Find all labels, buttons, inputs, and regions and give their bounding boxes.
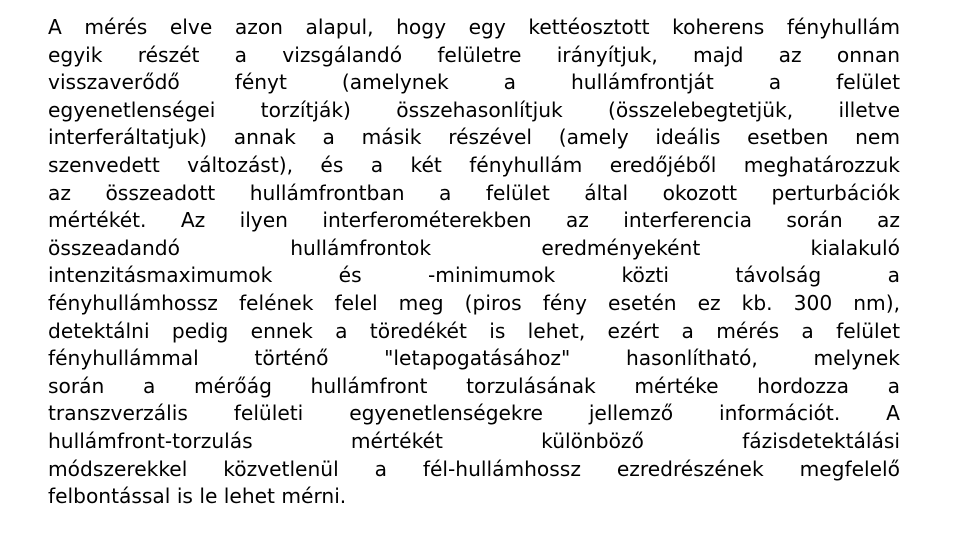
paragraph-line-10: intenzitásmaximumok és -minimumok közti távolság a: [48, 263, 900, 288]
body-paragraph: [48, 14, 900, 511]
paragraph-line-6: szenvedett változást), és a két fényhullám eredőjéből meghatározzuk: [48, 152, 900, 177]
paragraph-line-16: hullámfront-torzulás mértékét különböző fázisdetektálási: [48, 428, 900, 453]
paragraph-line-13: fényhullámmal történő "letapogatásához" hasonlítható, melynek: [48, 346, 900, 371]
paragraph-line-12: detektálni pedig ennek a töredékét is lehet, ezért a mérés a felület: [48, 318, 900, 343]
paragraph-line-1: A mérés elve azon alapul, hogy egy kettéosztott koherens fényhullám: [48, 15, 900, 39]
paragraph-line-8: mértékét. Az ilyen interferométerekben az interferencia során az: [48, 208, 900, 233]
paragraph-line-17: módszerekkel közvetlenül a fél-hullámhossz ezredrészének megfelelő: [48, 456, 900, 481]
paragraph-line-18: felbontással is le lehet mérni.: [48, 484, 347, 509]
paragraph-line-15: transzverzális felületi egyenetlenségekre jellemző információt. A: [48, 401, 900, 426]
paragraph-line-3: visszaverődő fényt (amelynek a hullámfrontját a felület: [48, 70, 900, 95]
paragraph-line-9: összeadandó hullámfrontok eredményeként kialakuló: [48, 235, 900, 260]
paragraph-line-4: egyenetlenségei torzítják) összehasonlítjuk (összelebegtetjük, illetve: [48, 97, 900, 122]
paragraph-line-14: során a mérőág hullámfront torzulásának mértéke hordozza a: [48, 373, 900, 398]
paragraph-line-2: egyik részét a vizsgálandó felületre irányítjuk, majd az onnan: [48, 42, 900, 67]
paragraph-line-7: az összeadott hullámfrontban a felület által okozott perturbációk: [48, 180, 900, 205]
paragraph-line-11: fényhullámhossz felének felel meg (piros fény esetén ez kb. 300 nm),: [48, 290, 900, 315]
paragraph-line-5: interferáltatjuk) annak a másik részével (amely ideális esetben nem: [48, 125, 900, 150]
